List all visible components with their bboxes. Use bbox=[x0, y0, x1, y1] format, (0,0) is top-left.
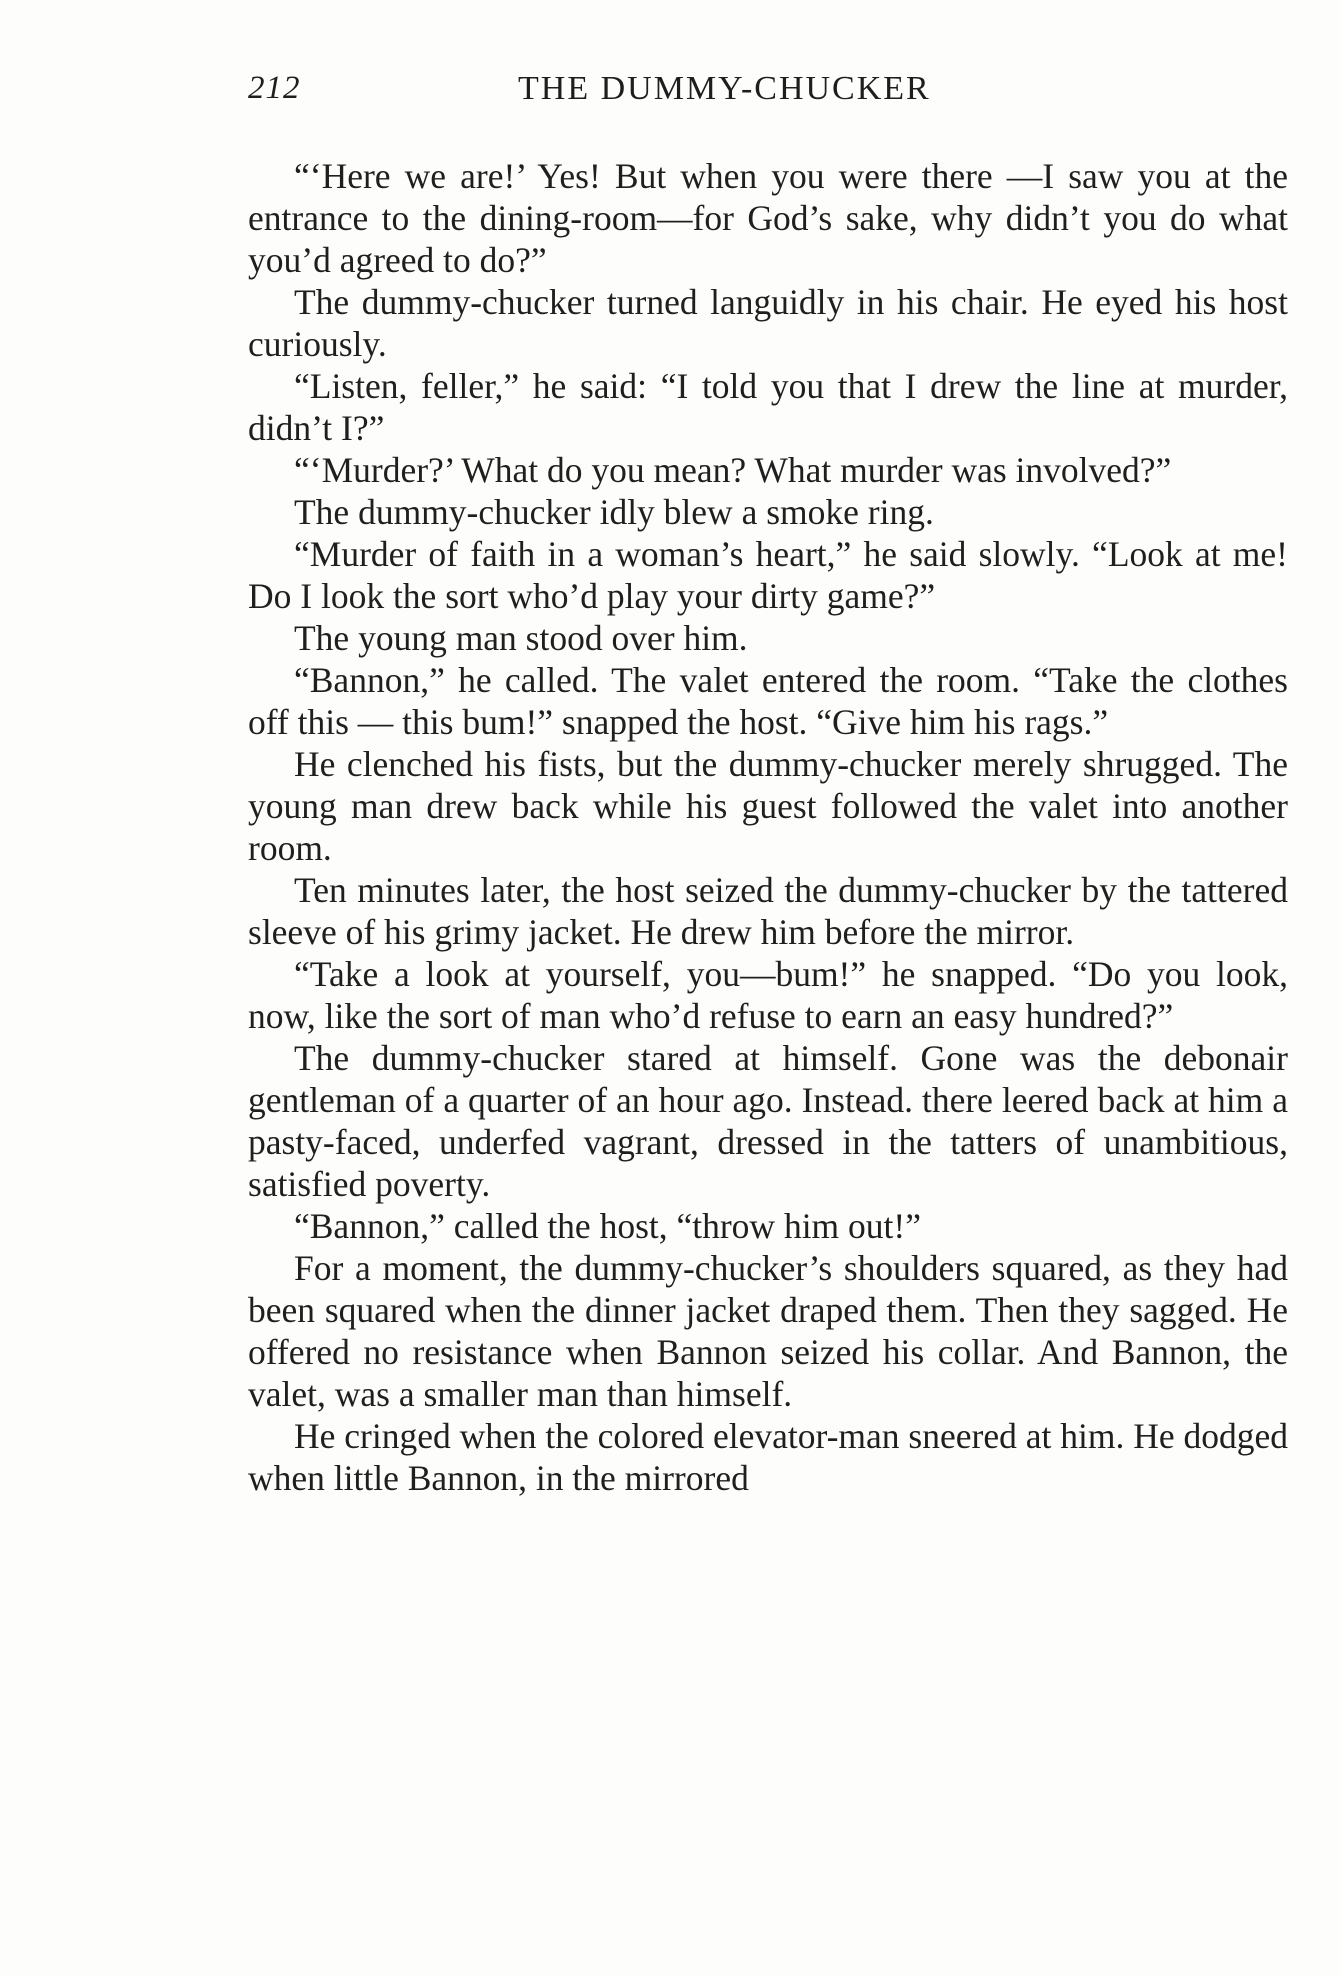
paragraph: The young man stood over him. bbox=[294, 618, 748, 658]
running-head bbox=[248, 70, 1288, 114]
paragraph: “‘Murder?’ What do you mean? What murder was involved?” bbox=[294, 450, 1172, 490]
running-title: THE DUMMY-CHUCKER bbox=[518, 70, 931, 107]
paragraph: For a moment, the dummy-chucker’s shoulders squared, as they had been squared when the dinner jacket draped them. Then they sagged. He offered no resistance when Bannon seized his collar. And Bannon, the valet, was a smaller man than himself. bbox=[248, 1248, 1288, 1414]
paragraph: The dummy-chucker stared at himself. Gone was the debonair gentleman of a quarter of an hour ago. Instead. there leered back at him a pasty-faced, underfed vagrant, dressed in the tatters of unambitious, satisfied poverty. bbox=[248, 1038, 1288, 1204]
paragraph: The dummy-chucker turned languidly in his chair. He eyed his host curiously. bbox=[248, 282, 1288, 364]
paragraph: “‘Here we are!’ Yes! But when you were there —I saw you at the entrance to the dining-room—for God’s sake, why didn’t you do what you’d agreed to do?” bbox=[248, 156, 1288, 280]
paragraph: “Bannon,” called the host, “throw him out!” bbox=[294, 1206, 921, 1246]
paragraph: “Listen, feller,” he said: “I told you that I drew the line at murder, didn’t I?” bbox=[248, 366, 1288, 448]
paragraph: “Bannon,” he called. The valet entered the room. “Take the clothes off this — this bum!” snapped the host. “Give him his rags.” bbox=[248, 660, 1288, 742]
paragraph: The dummy-chucker idly blew a smoke ring. bbox=[294, 492, 934, 532]
body-text bbox=[248, 155, 1288, 1499]
paragraph: “Take a look at yourself, you—bum!” he snapped. “Do you look, now, like the sort of man who’d refuse to earn an easy hundred?” bbox=[248, 954, 1288, 1036]
paragraph: Ten minutes later, the host seized the dummy-chucker by the tattered sleeve of his grimy jacket. He drew him before the mirror. bbox=[248, 870, 1288, 952]
paragraph: He clenched his fists, but the dummy-chucker merely shrugged. The young man drew back while his guest followed the valet into another room. bbox=[248, 744, 1288, 868]
page-number: 212 bbox=[248, 70, 301, 106]
paragraph: He cringed when the colored elevator-man sneered at him. He dodged when little Bannon, in the mirrored bbox=[248, 1416, 1288, 1498]
paragraph: “Murder of faith in a woman’s heart,” he said slowly. “Look at me! Do I look the sort who’d play your dirty game?” bbox=[248, 534, 1288, 616]
